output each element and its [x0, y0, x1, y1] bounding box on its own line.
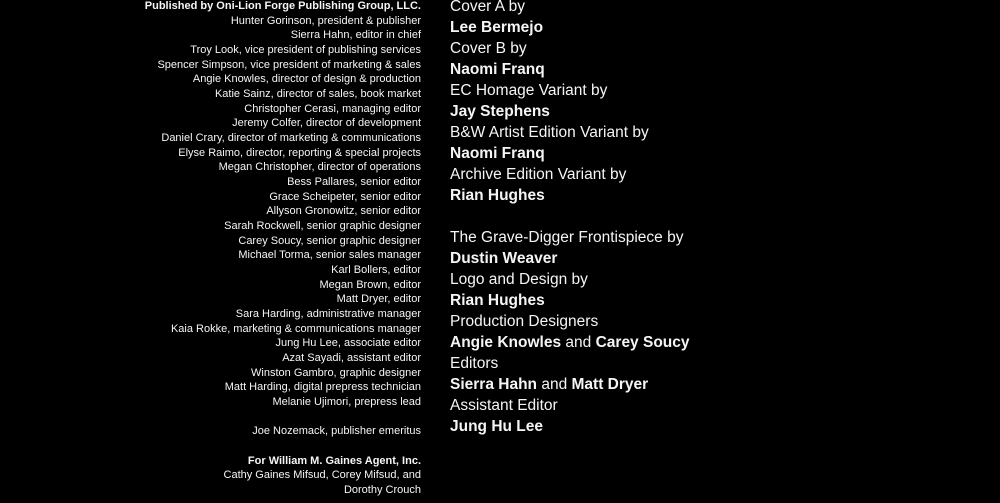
credit-role: Cover A by: [450, 0, 525, 15]
book-credits-section: [450, 227, 990, 437]
credit-name-line: [450, 248, 990, 269]
credit-role: Logo and Design by: [450, 271, 588, 288]
staff-credit-line: Melanie Ujimori, prepress lead: [272, 396, 421, 409]
staff-credit-line: Sara Harding, administrative manager: [235, 308, 421, 321]
credit-name: Naomi Franq: [450, 61, 545, 78]
staff-credit-line: Carey Soucy, senior graphic designer: [238, 234, 421, 247]
cover-credits-column: [450, 0, 990, 437]
staff-credit-line: Matt Harding, digital prepress technician: [224, 381, 421, 394]
credit-role: Assistant Editor: [450, 397, 558, 414]
staff-credit-line: Sarah Rockwell, senior graphic designer: [224, 220, 421, 233]
staff-list: [0, 14, 421, 410]
credit-role: Production Designers: [450, 313, 599, 330]
credit-name: Angie Knowles: [450, 334, 562, 351]
credit-name-line: [450, 59, 990, 80]
gaines-agent-line: Dorothy Crouch: [343, 484, 421, 497]
credit-name-line: [450, 17, 990, 38]
staff-credit-line: Grace Scheipeter, senior editor: [269, 190, 421, 203]
staff-credit-line: Angie Knowles, director of design & production: [192, 73, 421, 86]
staff-credit-line: Karl Bollers, editor: [331, 264, 421, 277]
credit-name: Naomi Franq: [450, 145, 545, 162]
publisher-credits-column: [0, 0, 421, 498]
credit-name-line: [450, 101, 990, 122]
credit-role: EC Homage Variant by: [450, 82, 608, 99]
staff-credit-line: Jung Hu Lee, associate editor: [275, 337, 421, 350]
credit-name: Lee Bermejo: [450, 19, 544, 36]
credit-role: Archive Edition Variant by: [450, 166, 627, 183]
credit-name: Jung Hu Lee: [450, 418, 544, 435]
staff-credit-line: Winston Gambro, graphic designer: [251, 366, 421, 379]
staff-credit-line: Michael Torma, senior sales manager: [238, 249, 421, 262]
staff-credit-line: Sierra Hahn, editor in chief: [290, 29, 421, 42]
gaines-agent-header: For William M. Gaines Agent, Inc.: [247, 454, 421, 467]
credit-name: Jay Stephens: [450, 103, 550, 120]
gaines-agent-line: Cathy Gaines Mifsud, Corey Mifsud, and: [223, 469, 421, 482]
staff-credit-line: Christopher Cerasi, managing editor: [244, 102, 421, 115]
credit-role: Editors: [450, 355, 499, 372]
credit-name: Carey Soucy: [595, 334, 690, 351]
staff-credit-line: Katie Sainz, director of sales, book market: [214, 88, 421, 101]
credit-name: Dustin Weaver: [450, 250, 558, 267]
staff-credit-line: Jeremy Colfer, director of development: [232, 117, 421, 130]
credit-role: B&W Artist Edition Variant by: [450, 124, 649, 141]
credit-separator: and: [561, 334, 596, 351]
staff-credit-line: Elyse Raimo, director, reporting & special projects: [178, 146, 421, 159]
credit-role: The Grave-Digger Frontispiece by: [450, 229, 684, 246]
credit-name-line: [450, 290, 990, 311]
credit-separator: and: [537, 376, 572, 393]
credit-name: Rian Hughes: [450, 187, 545, 204]
credit-name-line: [450, 143, 990, 164]
staff-credit-line: Spencer Simpson, vice president of marketing & sales: [157, 58, 421, 71]
staff-credit-line: Allyson Gronowitz, senior editor: [266, 205, 421, 218]
credit-name-line: [450, 374, 990, 395]
staff-credit-line: Megan Christopher, director of operations: [218, 161, 421, 174]
credit-name-line: [450, 416, 990, 437]
credit-name-line: [450, 332, 990, 353]
credit-name: Rian Hughes: [450, 292, 545, 309]
staff-credit-line: Azat Sayadi, assistant editor: [282, 352, 421, 365]
gaines-agent-lines: [0, 468, 421, 497]
credit-name: Matt Dryer: [571, 376, 649, 393]
staff-credit-line: Troy Look, vice president of publishing services: [190, 44, 421, 57]
staff-credit-line: Daniel Crary, director of marketing & communications: [161, 132, 421, 145]
credit-name-line: [450, 185, 990, 206]
staff-credit-line: Bess Pallares, senior editor: [287, 176, 421, 189]
staff-credit-line: Megan Brown, editor: [319, 278, 421, 291]
credit-role: Cover B by: [450, 40, 527, 57]
emeritus-credit: Joe Nozemack, publisher emeritus: [252, 425, 421, 438]
publisher-header: Published by Oni-Lion Forge Publishing Group, LLC.: [144, 0, 421, 12]
staff-credit-line: Kaia Rokke, marketing & communications manager: [170, 322, 421, 335]
staff-credit-line: Hunter Gorinson, president & publisher: [230, 14, 421, 27]
staff-credit-line: Matt Dryer, editor: [336, 293, 421, 306]
cover-credits-section: [450, 0, 990, 206]
credit-name: Sierra Hahn: [450, 376, 538, 393]
